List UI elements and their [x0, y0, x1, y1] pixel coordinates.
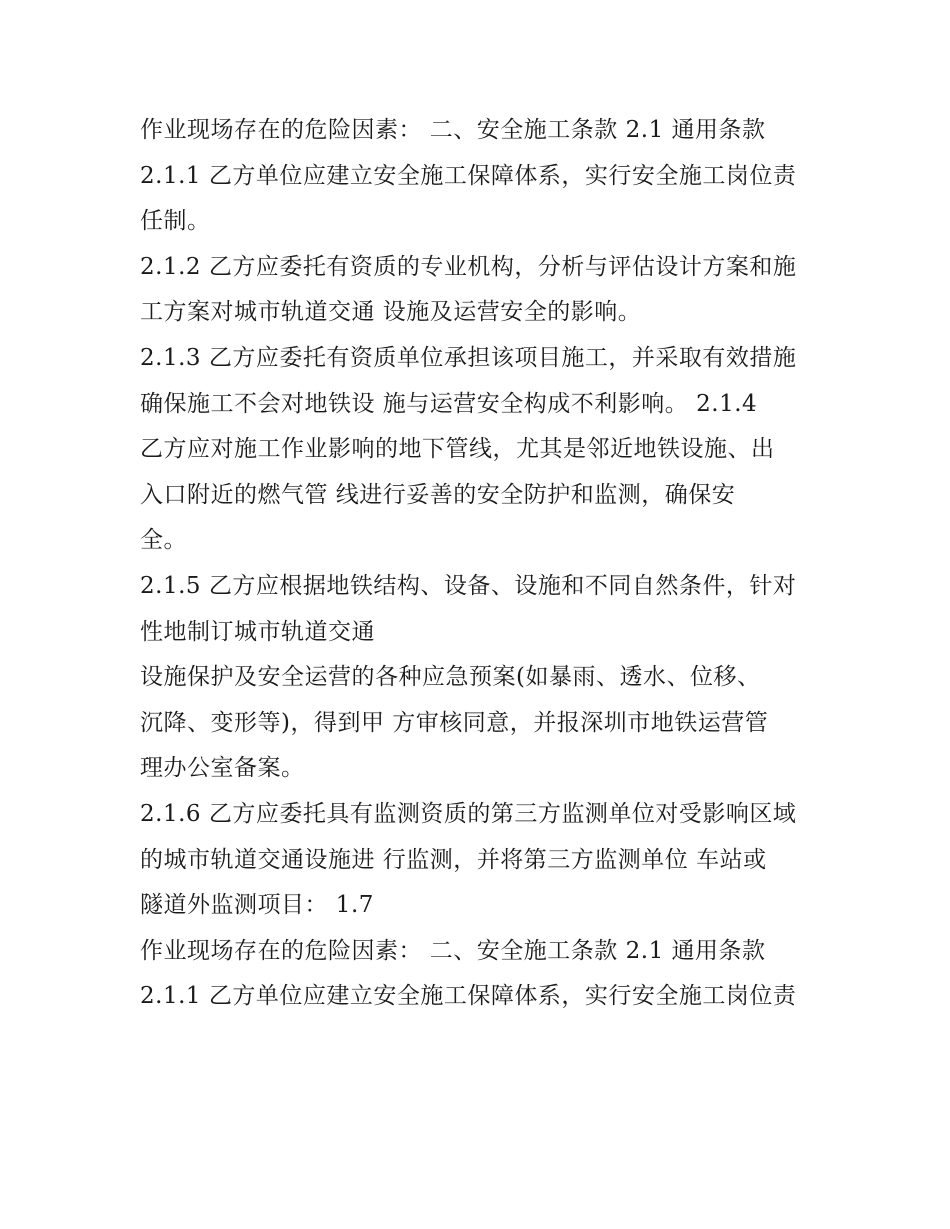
text-line: 2.1.1 乙方单位应建立安全施工保障体系，实行安全施工岗位责 — [140, 983, 797, 1010]
text-line: 性地制订城市轨道交通 — [140, 618, 375, 645]
text-line: 沉降、变形等)，得到甲 方审核同意，并报深圳市地铁运营管 — [140, 709, 769, 736]
text-line: 全。 — [140, 527, 187, 554]
text-line: 作业现场存在的危险因素： 二、安全施工条款 2.1 通用条款 — [140, 117, 766, 143]
text-line: 2.1.1 乙方单位应建立安全施工保障体系，实行安全施工岗位责 — [140, 162, 797, 189]
text-line: 入口附近的燃气管 线进行妥善的安全防护和监测，确保安 — [140, 481, 736, 508]
text-line: 任制。 — [140, 208, 211, 235]
text-line: 设施保护及安全运营的各种应急预案(如暴雨、透水、位移、 — [140, 664, 761, 691]
text-line: 2.1.5 乙方应根据地铁结构、设备、设施和不同自然条件，针对 — [140, 572, 797, 599]
text-line: 2.1.3 乙方应委托有资质单位承担该项目施工，并采取有效措施 — [140, 344, 797, 371]
text-line: 理办公室备案。 — [140, 755, 305, 782]
document-body — [140, 108, 830, 1020]
text-line: 工方案对城市轨道交通 设施及运营安全的影响。 — [140, 299, 642, 326]
text-line: 乙方应对施工作业影响的地下管线，尤其是邻近地铁设施、出 — [140, 436, 775, 463]
text-line: 2.1.2 乙方应委托有资质的专业机构，分析与评估设计方案和施 — [140, 253, 797, 280]
text-line: 确保施工不会对地铁设 施与运营安全构成不利影响。 2.1.4 — [140, 390, 758, 417]
text-line: 作业现场存在的危险因素： 二、安全施工条款 2.1 通用条款 — [140, 937, 766, 964]
text-line: 的城市轨道交通设施进 行监测，并将第三方监测单位 车站或 — [140, 846, 767, 873]
text-line: 隧道外监测项目： 1.7 — [140, 892, 374, 919]
text-line: 2.1.6 乙方应委托具有监测资质的第三方监测单位对受影响区域 — [140, 800, 797, 827]
